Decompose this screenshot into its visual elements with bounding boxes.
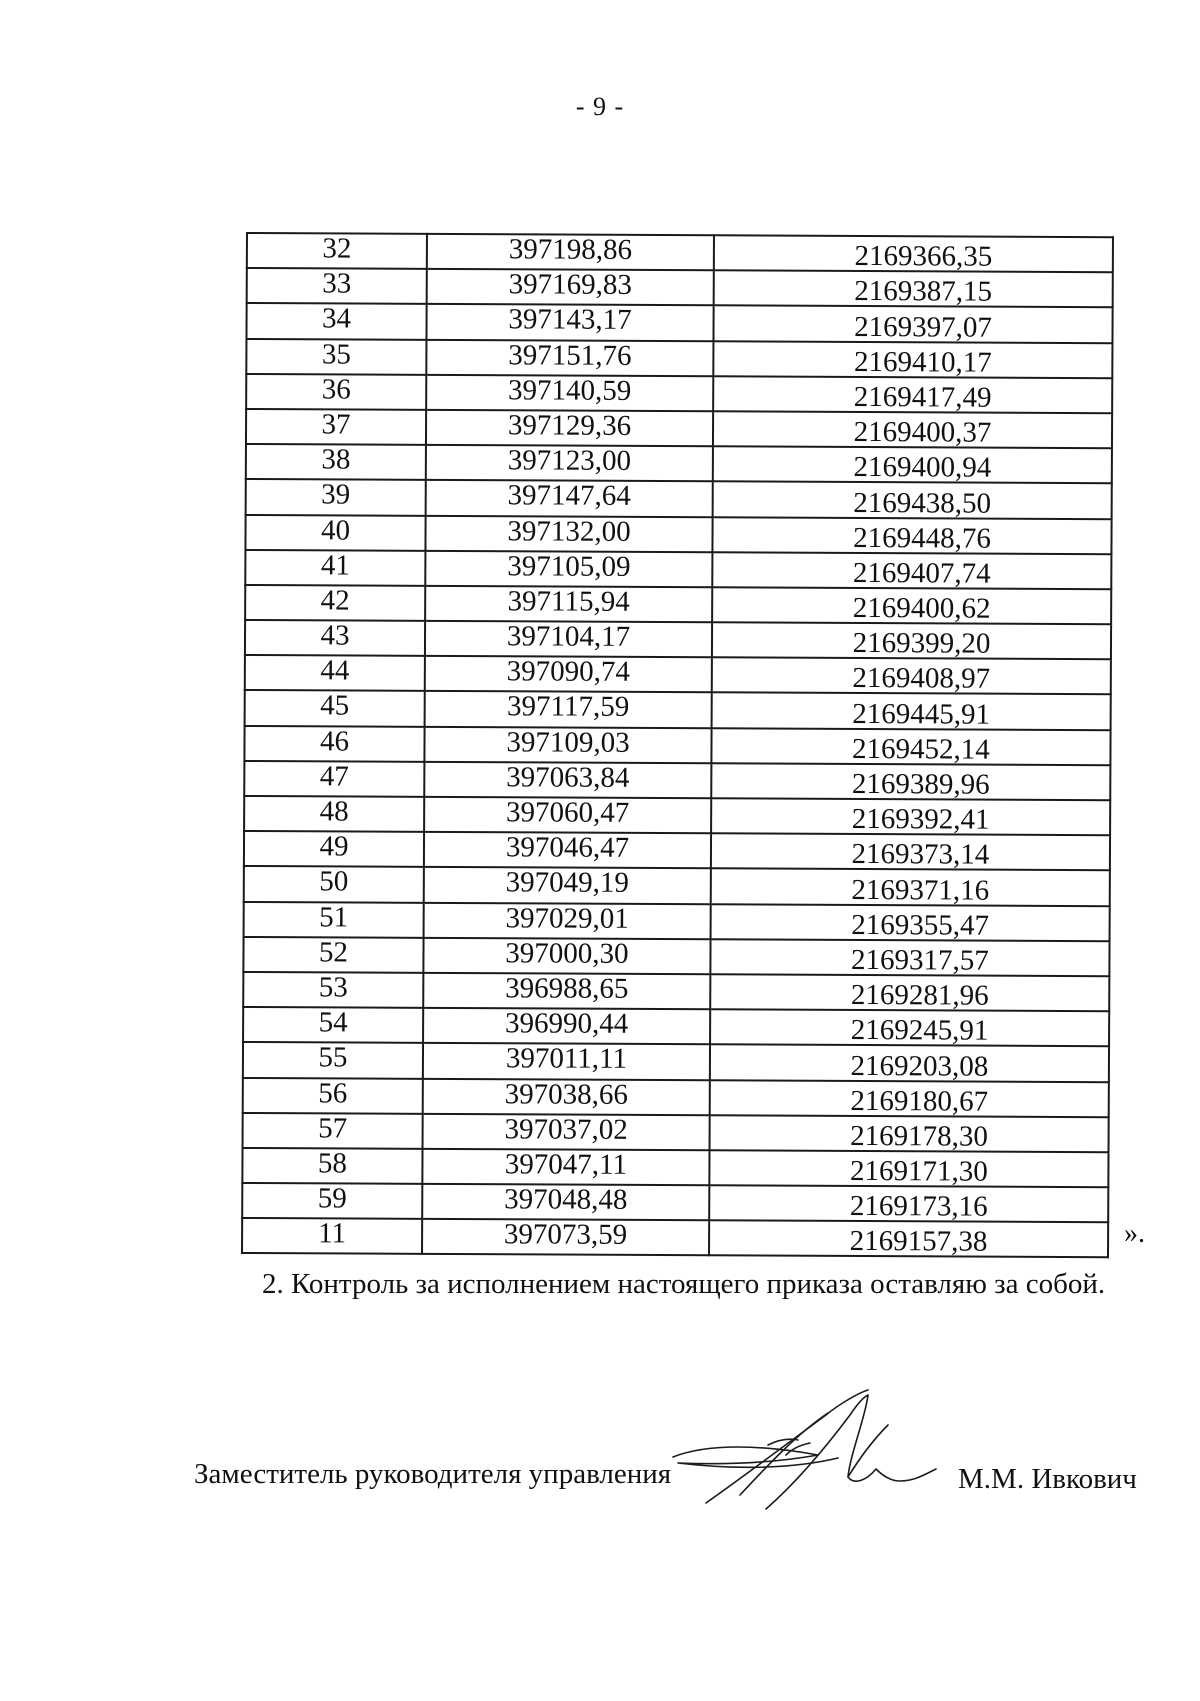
point-number-cell: 51 — [244, 902, 424, 938]
table-row — [246, 479, 1112, 518]
y-coordinate-cell: 2169407,74 — [712, 552, 1111, 589]
point-number-cell: 50 — [244, 866, 424, 902]
table-row — [243, 937, 1109, 976]
x-coordinate-cell: 397000,30 — [423, 938, 710, 975]
table-row — [245, 690, 1111, 729]
y-coordinate-cell: 2169371,16 — [711, 869, 1110, 906]
y-coordinate-cell: 2169171,30 — [709, 1150, 1108, 1187]
coordinates-table — [241, 232, 1114, 1259]
point-number-cell: 44 — [245, 655, 425, 691]
x-coordinate-cell: 397198,86 — [427, 234, 714, 271]
point-number-cell: 49 — [244, 831, 424, 867]
point-number-cell: 45 — [245, 690, 425, 726]
point-number-cell: 39 — [246, 479, 426, 515]
clause-2-text: 2. Контроль за исполнением настоящего приказа оставляю за собой. — [262, 1268, 1106, 1300]
y-coordinate-cell: 2169445,91 — [712, 693, 1111, 730]
table-row — [243, 1042, 1109, 1081]
table-row — [244, 796, 1110, 835]
table-row — [243, 1113, 1109, 1152]
x-coordinate-cell: 397109,03 — [424, 727, 711, 764]
x-coordinate-cell: 397105,09 — [425, 551, 712, 588]
x-coordinate-cell: 397029,01 — [424, 902, 711, 939]
y-coordinate-cell: 2169400,62 — [712, 587, 1111, 624]
point-number-cell: 38 — [246, 444, 426, 480]
y-coordinate-cell: 2169448,76 — [712, 517, 1111, 554]
table-row — [243, 1077, 1109, 1116]
x-coordinate-cell: 397046,47 — [424, 832, 711, 869]
table-row — [245, 620, 1111, 659]
point-number-cell: 35 — [246, 339, 426, 375]
table-row — [244, 831, 1110, 870]
point-number-cell: 37 — [246, 409, 426, 445]
table-row — [242, 1218, 1108, 1257]
x-coordinate-cell: 397011,11 — [423, 1043, 710, 1080]
y-coordinate-cell: 2169399,20 — [712, 622, 1111, 659]
y-coordinate-cell: 2169400,94 — [713, 446, 1112, 483]
y-coordinate-cell: 2169281,96 — [710, 974, 1109, 1011]
y-coordinate-cell: 2169366,35 — [714, 235, 1113, 272]
x-coordinate-cell: 396988,65 — [423, 973, 710, 1010]
x-coordinate-cell: 396990,44 — [423, 1008, 710, 1045]
table-row — [245, 515, 1111, 554]
x-coordinate-cell: 397037,02 — [423, 1114, 710, 1151]
point-number-cell: 57 — [243, 1113, 423, 1149]
x-coordinate-cell: 397060,47 — [424, 797, 711, 834]
table-row — [246, 409, 1112, 448]
point-number-cell: 32 — [247, 233, 427, 269]
x-coordinate-cell: 397048,48 — [422, 1184, 709, 1221]
signer-title: Заместитель руководителя управления — [194, 1458, 672, 1490]
y-coordinate-cell: 2169417,49 — [713, 376, 1112, 413]
x-coordinate-cell: 397090,74 — [425, 656, 712, 693]
table-row — [247, 268, 1113, 307]
point-number-cell: 48 — [244, 796, 424, 832]
y-coordinate-cell: 2169452,14 — [711, 728, 1110, 765]
table-row — [242, 1183, 1108, 1222]
table-row — [242, 1148, 1108, 1187]
x-coordinate-cell: 397038,66 — [423, 1078, 710, 1115]
x-coordinate-cell: 397104,17 — [425, 621, 712, 658]
point-number-cell: 42 — [245, 585, 425, 621]
y-coordinate-cell: 2169387,15 — [714, 270, 1113, 307]
table-row — [244, 726, 1110, 765]
y-coordinate-cell: 2169173,16 — [709, 1185, 1108, 1222]
point-number-cell: 33 — [247, 268, 427, 304]
table-row — [244, 902, 1110, 941]
x-coordinate-cell: 397123,00 — [426, 445, 713, 482]
table-row — [246, 444, 1112, 483]
table-row — [245, 655, 1111, 694]
point-number-cell: 58 — [242, 1148, 422, 1184]
x-coordinate-cell: 397147,64 — [426, 480, 713, 517]
y-coordinate-cell: 2169180,67 — [710, 1080, 1109, 1117]
table-row — [245, 585, 1111, 624]
page-number: - 9 - — [575, 92, 625, 121]
closing-quote: ». — [1124, 1218, 1145, 1249]
y-coordinate-cell: 2169438,50 — [713, 482, 1112, 519]
x-coordinate-cell: 397143,17 — [426, 304, 713, 341]
table-row — [243, 1007, 1109, 1046]
point-number-cell: 53 — [243, 972, 423, 1008]
x-coordinate-cell: 397169,83 — [427, 269, 714, 306]
x-coordinate-cell: 397129,36 — [426, 410, 713, 447]
x-coordinate-cell: 397063,84 — [424, 762, 711, 799]
x-coordinate-cell: 397117,59 — [425, 691, 712, 728]
x-coordinate-cell: 397049,19 — [424, 867, 711, 904]
point-number-cell: 56 — [243, 1077, 423, 1113]
coordinates-table-body — [242, 233, 1113, 1258]
table-row — [246, 339, 1112, 378]
x-coordinate-cell: 397132,00 — [425, 515, 712, 552]
point-number-cell: 54 — [243, 1007, 423, 1043]
y-coordinate-cell: 2169397,07 — [713, 306, 1112, 343]
y-coordinate-cell: 2169389,96 — [711, 763, 1110, 800]
x-coordinate-cell: 397073,59 — [422, 1219, 709, 1256]
y-coordinate-cell: 2169408,97 — [712, 658, 1111, 695]
point-number-cell: 55 — [243, 1042, 423, 1078]
table-row — [246, 374, 1112, 413]
x-coordinate-cell: 397140,59 — [426, 375, 713, 412]
y-coordinate-cell: 2169410,17 — [713, 341, 1112, 378]
point-number-cell: 11 — [242, 1218, 422, 1254]
point-number-cell: 47 — [244, 761, 424, 797]
y-coordinate-cell: 2169373,14 — [711, 833, 1110, 870]
y-coordinate-cell: 2169203,08 — [710, 1045, 1109, 1082]
table-row — [244, 761, 1110, 800]
y-coordinate-cell: 2169392,41 — [711, 798, 1110, 835]
point-number-cell: 36 — [246, 374, 426, 410]
x-coordinate-cell: 397047,11 — [422, 1149, 709, 1186]
signature-icon — [668, 1385, 968, 1515]
y-coordinate-cell: 2169400,37 — [713, 411, 1112, 448]
point-number-cell: 52 — [243, 937, 423, 973]
y-coordinate-cell: 2169317,57 — [710, 939, 1109, 976]
table-row — [246, 303, 1112, 342]
point-number-cell: 34 — [246, 303, 426, 339]
x-coordinate-cell: 397115,94 — [425, 586, 712, 623]
table-row — [244, 866, 1110, 905]
table-row — [247, 233, 1113, 272]
point-number-cell: 59 — [242, 1183, 422, 1219]
table-row — [243, 972, 1109, 1011]
point-number-cell: 40 — [245, 515, 425, 551]
point-number-cell: 46 — [244, 726, 424, 762]
point-number-cell: 41 — [245, 550, 425, 586]
y-coordinate-cell: 2169178,30 — [710, 1115, 1109, 1152]
point-number-cell: 43 — [245, 620, 425, 656]
table-row — [245, 550, 1111, 589]
y-coordinate-cell: 2169355,47 — [711, 904, 1110, 941]
y-coordinate-cell: 2169245,91 — [710, 1009, 1109, 1046]
x-coordinate-cell: 397151,76 — [426, 339, 713, 376]
y-coordinate-cell: 2169157,38 — [709, 1221, 1108, 1258]
signer-name: М.М. Ивкович — [958, 1463, 1137, 1495]
